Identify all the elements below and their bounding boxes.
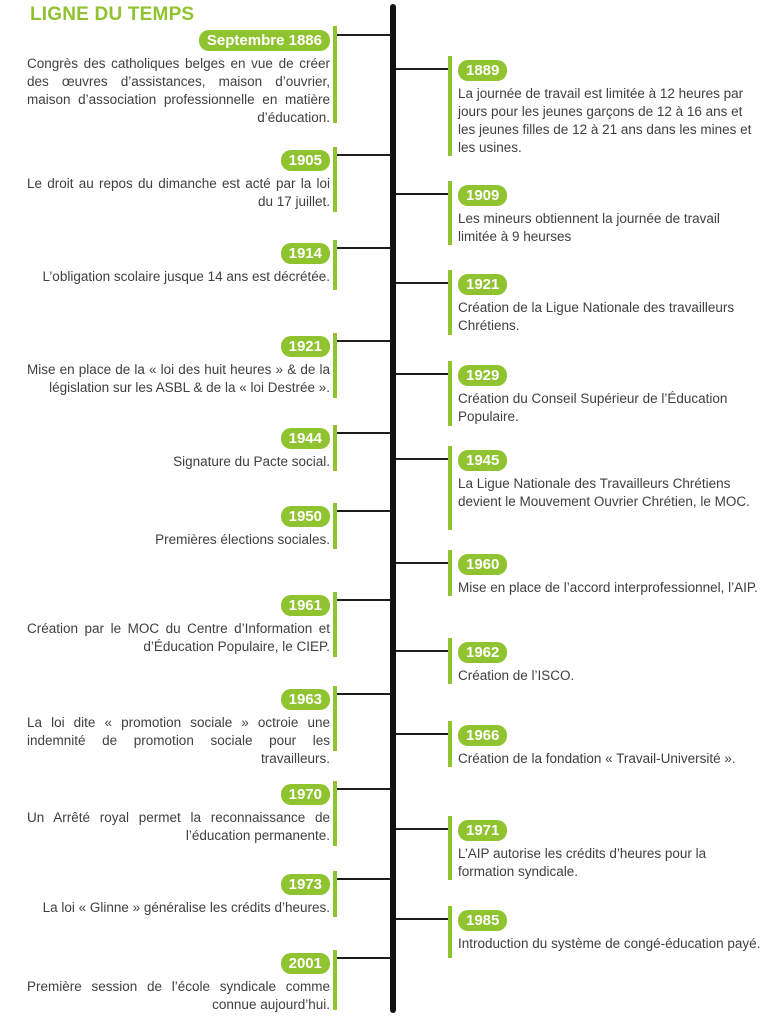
connector-line bbox=[337, 599, 391, 601]
year-badge: 1944 bbox=[281, 428, 330, 449]
event-description: Un Arrêté royal permet la reconnaissance de l’éducation permanente. bbox=[27, 810, 330, 843]
connector-line bbox=[337, 693, 391, 695]
event-accent-bar bbox=[333, 686, 337, 751]
event-description: L’AIP autorise les crédits d’heures pour la formation syndicale. bbox=[458, 846, 707, 879]
year-badge: 1973 bbox=[281, 874, 330, 895]
event-accent-bar bbox=[333, 240, 337, 290]
year-badge: 1945 bbox=[458, 450, 507, 471]
year-badge: 1950 bbox=[281, 506, 330, 527]
event-accent-bar bbox=[448, 270, 452, 335]
event-accent-bar bbox=[448, 638, 452, 684]
event-accent-bar bbox=[333, 503, 337, 549]
event-description: Les mineurs obtiennent la journée de travail limitée à 9 heurses bbox=[458, 211, 720, 244]
event-description: Signature du Pacte social. bbox=[173, 454, 330, 469]
year-badge: 1963 bbox=[281, 689, 330, 710]
connector-line bbox=[396, 282, 449, 284]
connector-line bbox=[337, 154, 391, 156]
connector-line bbox=[337, 34, 391, 36]
event-description: Congrès des catholiques belges en vue de créer des œuvres d’assistances, maison d’ouvrier, maison d’association professionnelle en matière d’éducation. bbox=[27, 56, 330, 125]
connector-line bbox=[396, 193, 449, 195]
event-accent-bar bbox=[448, 721, 452, 767]
event-description: Création de l’ISCO. bbox=[458, 668, 575, 683]
year-badge: 1970 bbox=[281, 784, 330, 805]
connector-line bbox=[396, 562, 449, 564]
event-accent-bar bbox=[448, 361, 452, 426]
event-accent-bar bbox=[333, 147, 337, 212]
event-accent-bar bbox=[333, 781, 337, 846]
event-accent-bar bbox=[333, 950, 337, 1010]
connector-line bbox=[337, 878, 391, 880]
year-badge: 1914 bbox=[281, 243, 330, 264]
event-description: Mise en place de l’accord interprofessionnel, l’AIP. bbox=[458, 580, 758, 595]
event-description: Mise en place de la « loi des huit heures » & de la législation sur les ASBL & de la « loi Destrée ». bbox=[27, 362, 330, 395]
connector-line bbox=[396, 458, 449, 460]
year-badge: 1985 bbox=[458, 910, 507, 931]
connector-line bbox=[337, 247, 391, 249]
event-accent-bar bbox=[448, 816, 452, 880]
event-description: Premières élections sociales. bbox=[155, 532, 330, 547]
event-accent-bar bbox=[333, 592, 337, 657]
event-description: La loi « Glinne » généralise les crédits d’heures. bbox=[42, 900, 330, 915]
year-badge: 1909 bbox=[458, 185, 507, 206]
event-description: Création de la fondation « Travail-Université ». bbox=[458, 751, 736, 766]
event-description: Introduction du système de congé-éducation payé. bbox=[458, 936, 761, 951]
event-accent-bar bbox=[448, 56, 452, 156]
year-badge: 1960 bbox=[458, 554, 507, 575]
event-description: L’obligation scolaire jusque 14 ans est décrétée. bbox=[42, 269, 330, 284]
connector-line bbox=[337, 510, 391, 512]
year-badge: 1921 bbox=[458, 274, 507, 295]
event-accent-bar bbox=[333, 871, 337, 917]
event-description: Création du Conseil Supérieur de l’Éducation Populaire. bbox=[458, 391, 728, 424]
connector-line bbox=[337, 340, 391, 342]
connector-line bbox=[337, 957, 391, 959]
event-accent-bar bbox=[333, 425, 337, 471]
event-description: La Ligue Nationale des Travailleurs Chrétiens devient le Mouvement Ouvrier Chrétien, le MOC. bbox=[458, 476, 750, 509]
year-badge: Septembre 1886 bbox=[199, 30, 330, 51]
event-description: Le droit au repos du dimanche est acté par la loi du 17 juillet. bbox=[27, 176, 330, 209]
event-description: La journée de travail est limitée à 12 heures par jours pour les jeunes garçons de 12 à 16 ans et les jeunes filles de 12 à 21 ans dans les mines et les usines. bbox=[458, 86, 752, 155]
event-accent-bar bbox=[333, 26, 337, 123]
year-badge: 1971 bbox=[458, 820, 507, 841]
event-description: Première session de l’école syndicale comme connue aujourd’hui. bbox=[27, 979, 330, 1012]
year-badge: 1889 bbox=[458, 60, 507, 81]
event-accent-bar bbox=[448, 550, 452, 596]
year-badge: 1962 bbox=[458, 642, 507, 663]
connector-line bbox=[396, 733, 449, 735]
connector-line bbox=[396, 373, 449, 375]
year-badge: 2001 bbox=[281, 953, 330, 974]
year-badge: 1966 bbox=[458, 725, 507, 746]
event-description: Création de la Ligue Nationale des travailleurs Chrétiens. bbox=[458, 300, 735, 333]
event-accent-bar bbox=[448, 446, 452, 530]
page-title: LIGNE DU TEMPS bbox=[30, 4, 195, 25]
event-description: La loi dite « promotion sociale » octroie une indemnité de promotion sociale pour les travailleurs. bbox=[27, 715, 330, 766]
event-description: Création par le MOC du Centre d’Information et d’Éducation Populaire, le CIEP. bbox=[27, 621, 330, 654]
event-accent-bar bbox=[448, 181, 452, 245]
connector-line bbox=[396, 828, 449, 830]
year-badge: 1929 bbox=[458, 365, 507, 386]
connector-line bbox=[396, 68, 449, 70]
event-accent-bar bbox=[333, 333, 337, 398]
connector-line bbox=[396, 650, 449, 652]
year-badge: 1905 bbox=[281, 150, 330, 171]
connector-line bbox=[337, 788, 391, 790]
year-badge: 1921 bbox=[281, 336, 330, 357]
connector-line bbox=[337, 432, 391, 434]
year-badge: 1961 bbox=[281, 595, 330, 616]
event-accent-bar bbox=[448, 906, 452, 958]
connector-line bbox=[396, 918, 449, 920]
